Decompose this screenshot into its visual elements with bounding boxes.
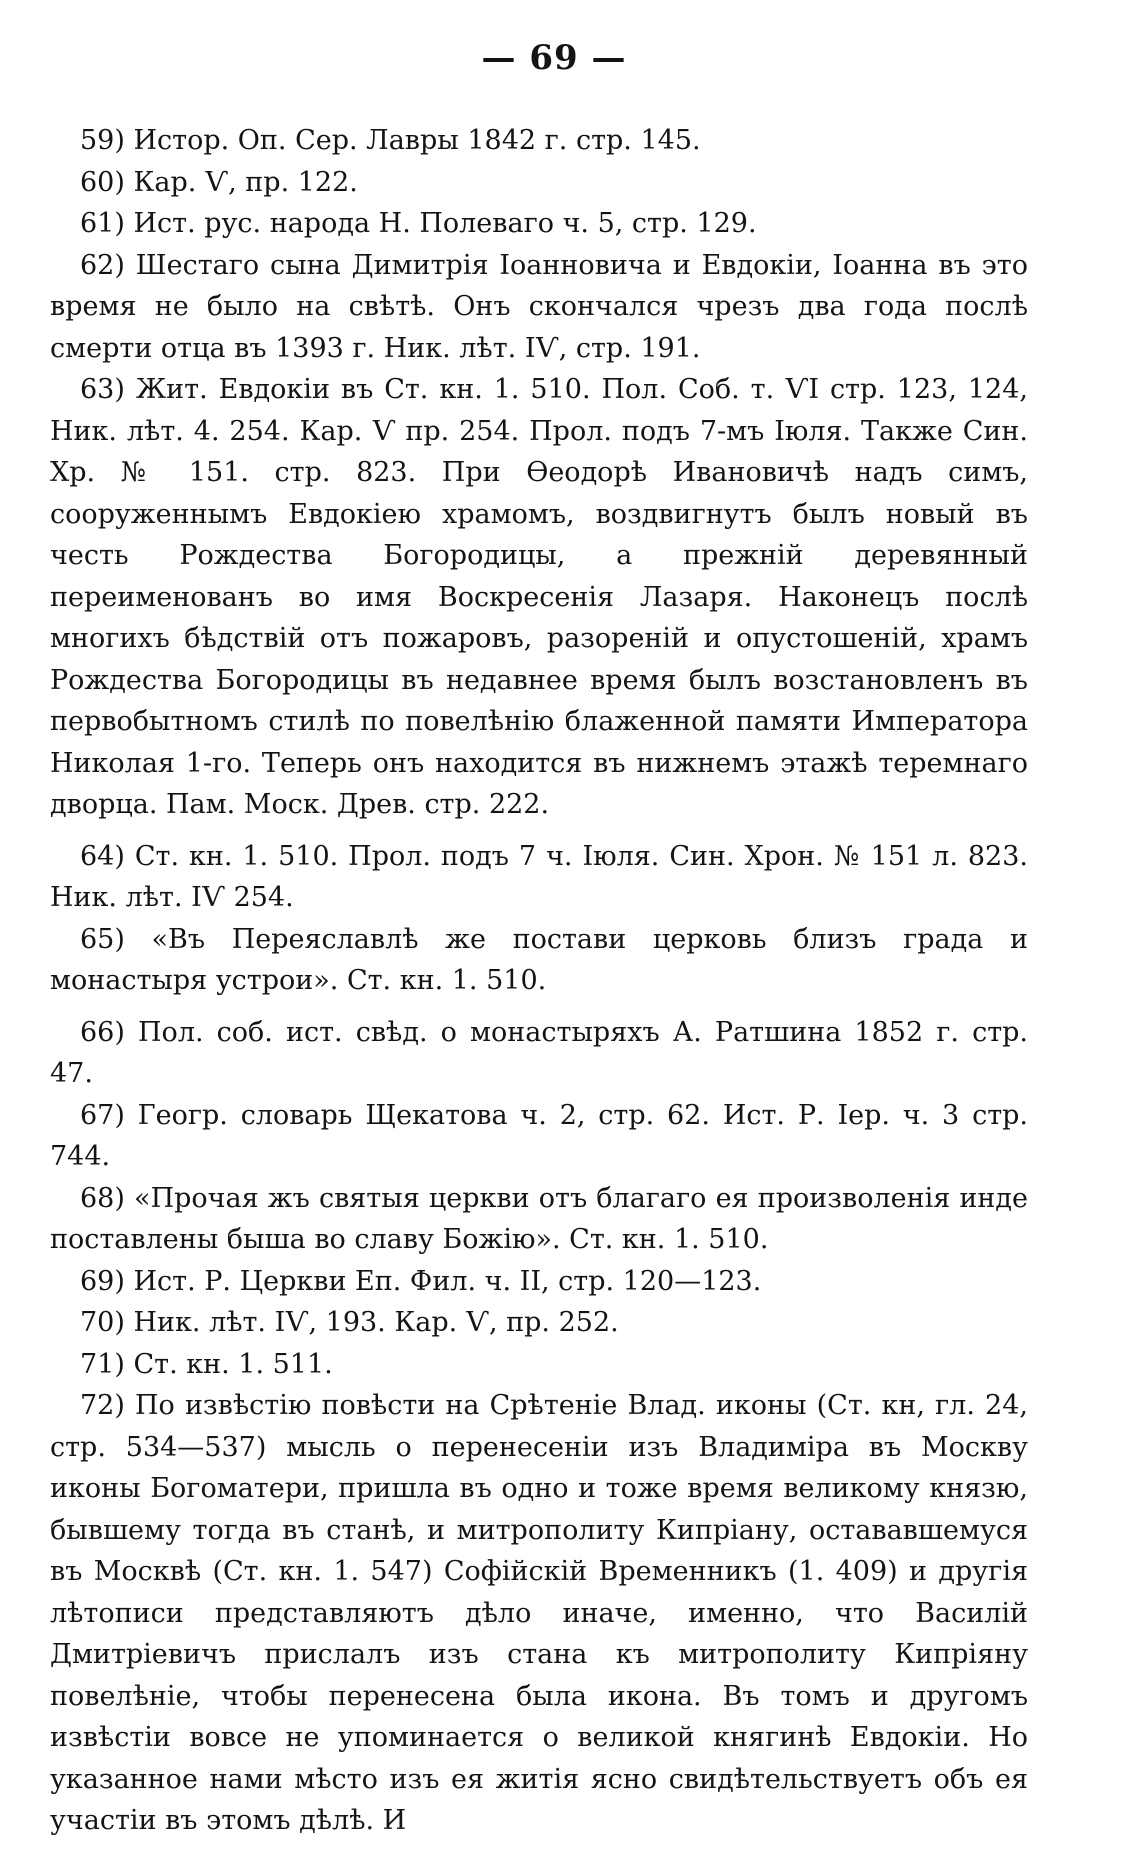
- footnote-number: 64): [80, 840, 125, 872]
- footnote-61: [50, 203, 1028, 245]
- footnote-64: [50, 836, 1028, 919]
- footnote-number: 68): [80, 1182, 125, 1214]
- footnote-text: Ст. кн. 1. 511.: [133, 1348, 333, 1380]
- footnote-text: «Прочая жъ святыя церкви отъ благаго ея произволенія инде поставлены быша во славу Божію». Ст. кн. 1. 510.: [50, 1182, 1028, 1255]
- footnote-number: 61): [80, 208, 125, 239]
- footnote-text: «Въ Переяславлѣ же постави церковь близъ града и монастыря устрои». Ст. кн. 1. 510.: [50, 923, 1028, 996]
- footnote-69: [50, 1261, 1028, 1303]
- footnote-number: 69): [80, 1265, 125, 1297]
- footnote-text: Истор. Оп. Сер. Лавры 1842 г. стр. 145.: [133, 125, 701, 156]
- footnote-text: Жит. Евдокіи въ Ст. кн. 1. 510. Пол. Соб. т. ѴI стр. 123, 124, Ник. лѣт. 4. 254. Кар. Ѵ пр. 254. Прол. подъ 7-мъ Іюля. Также Син. Хр. № 151. стр. 823. При Ѳеодорѣ Ивановичѣ надъ симъ, сооруженнымъ Евдокіею храмомъ, воздвигнутъ былъ новый въ честь Рождества Богородицы, а прежній деревянный переименованъ во имя Воскресенія Лазаря. Наконецъ послѣ многихъ бѣдствій отъ пожаровъ, разореній и опустошеній, храмъ Рождества Богородицы въ недавнее время былъ возстановленъ въ первобытномъ стилѣ по повелѣнію блаженной памяти Императора Николая 1-го. Теперь онъ находится въ нижнемъ этажѣ теремнаго дворца. Пам. Моск. Древ. стр. 222.: [50, 374, 1028, 820]
- footnote-67: [50, 1095, 1028, 1178]
- footnote-text: Ст. кн. 1. 510. Прол. подъ 7 ч. Іюля. Син. Хрон. № 151 л. 823. Ник. лѣт. IѴ 254.: [50, 840, 1028, 913]
- footnote-number: 72): [80, 1390, 125, 1421]
- footnote-68: [50, 1178, 1028, 1261]
- footnote-62: [50, 245, 1028, 370]
- footnote-number: 60): [80, 166, 125, 198]
- footnote-text: Ист. Р. Церкви Еп. Фил. ч. II, стр. 120—123.: [133, 1265, 762, 1297]
- footnote-number: 65): [80, 923, 125, 955]
- footnote-71: [50, 1344, 1028, 1386]
- footnote-number: 67): [80, 1099, 125, 1131]
- footnote-text: По извѣстію повѣсти на Срѣтеніе Влад. иконы (Ст. кн, гл. 24, стр. 534—537) мысль о перенесеніи изъ Владиміра въ Москву иконы Богоматери, пришла въ одно и тоже время великому князю, бывшему тогда въ станѣ, и митрополиту Кипріану, остававшемуся въ Москвѣ (Ст. кн. 1. 547) Софійскій Временникъ (1. 409) и другія лѣтописи представляютъ дѣло иначе, именно, что Василій Дмитріевичъ прислалъ изъ стана къ митрополиту Кипріяну повелѣніе, чтобы перенесена была икона. Въ томъ и другомъ извѣстіи вовсе не упоминается о великой княгинѣ Евдокіи. Но указанное нами мѣсто изъ ея житія ясно свидѣтельствуетъ объ ея участіи въ этомъ дѣлѣ. И: [50, 1390, 1028, 1836]
- footnote-number: 66): [80, 1016, 125, 1048]
- footnote-text: Ник. лѣт. IѴ, 193. Кар. Ѵ, пр. 252.: [133, 1307, 619, 1338]
- footnote-65: [50, 919, 1028, 1002]
- footnote-text: Кар. Ѵ, пр. 122.: [133, 166, 358, 198]
- footnote-number: 70): [80, 1307, 125, 1338]
- footnote-number: 71): [80, 1348, 125, 1380]
- page-number: — 69 —: [481, 38, 627, 78]
- footnote-63: [50, 369, 1028, 826]
- footnote-text: Пол. соб. ист. свѣд. о монастыряхъ А. Ратшина 1852 г. стр. 47.: [50, 1016, 1028, 1089]
- footnote-66: [50, 1012, 1028, 1095]
- footnote-number: 59): [80, 125, 125, 156]
- footnote-number: 62): [80, 249, 125, 281]
- footnote-70: [50, 1302, 1028, 1344]
- footnote-60: [50, 162, 1028, 204]
- footnote-text: Шестаго сына Димитрія Іоанновича и Евдокіи, Іоанна въ это время не было на свѣтѣ. Онъ скончался чрезъ два года послѣ смерти отца въ 1393 г. Ник. лѣт. IѴ, стр. 191.: [50, 249, 1028, 364]
- footnote-72: [50, 1385, 1028, 1842]
- footnote-text: Геогр. словарь Щекатова ч. 2, стр. 62. Ист. Р. Іер. ч. 3 стр. 744.: [50, 1099, 1028, 1172]
- footnote-59: [50, 120, 1028, 162]
- footnote-text: Ист. рус. народа Н. Полеваго ч. 5, стр. 129.: [133, 208, 757, 239]
- footnote-number: 63): [80, 374, 125, 405]
